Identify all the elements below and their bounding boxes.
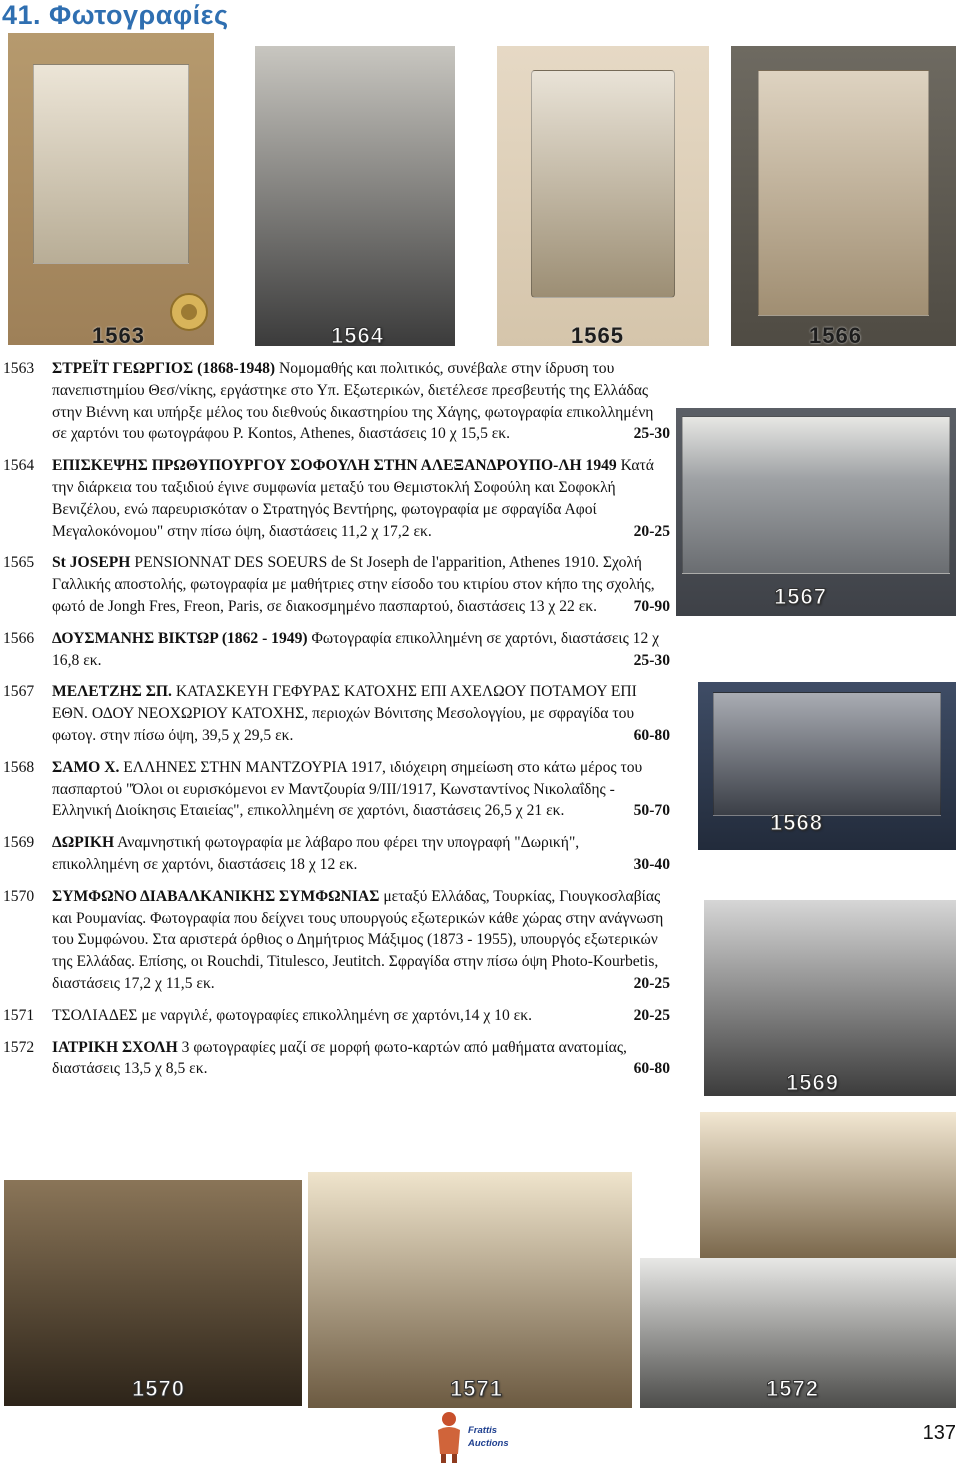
logo-text — [468, 1424, 509, 1450]
lot-description: μεταξύ Ελλάδας, Τουρκίας, Γιουγκοσλαβίας και Ρουμανίας. Φωτογραφία που δείχνει τους υπουργούς εξωτερικών κάθε χώρας στην ανάγνωση του Συμφώνου. Στα αριστερά όρθιος ο Δημήτριος Μάξιμος (1873 - 1955), υπουργός εξωτερικών της Ελλάδας. Επίσης, οι Rouchdi, Titulesco, Jeutitch. Σφραγίδα στην πίσω όψη Photo-Kourbetis, διαστάσεις 17,2 χ 11,5 εκ. — [52, 887, 664, 992]
lot-number: 1565 — [3, 554, 35, 572]
photo-label: 1563 — [92, 323, 145, 345]
photo-1563 — [8, 33, 214, 345]
lot-1572 — [0, 1037, 670, 1081]
lot-price: 25-30 — [633, 651, 670, 669]
photo-1572 — [640, 1258, 956, 1408]
treaty-signing-image — [4, 1180, 302, 1406]
photo-label: 1571 — [450, 1376, 503, 1401]
lot-title: ΜΕΛΕΤΖΗΣ ΣΠ. — [52, 683, 172, 701]
lot-price: 20-25 — [633, 974, 670, 992]
photo-label: 1564 — [331, 323, 384, 346]
logo-line2: Auctions — [468, 1438, 509, 1449]
banner-group-image — [704, 900, 956, 1096]
group-image — [713, 692, 940, 816]
lot-1567 — [0, 681, 670, 746]
photo-label: 1570 — [132, 1376, 185, 1401]
lot-price: 25-30 — [633, 425, 670, 443]
lot-title: ΕΠΙΣΚΕΨΗΣ ΠΡΩΘΥΠΟΥΡΓΟΥ ΣΟΦΟΥΛΗ ΣΤΗΝ ΑΛΕΞΑΝΔΡΟΥΠΟ-ΛΗ 1949 — [52, 457, 617, 475]
photo-label: 1569 — [786, 1070, 839, 1095]
lot-title: ΣΑΜΟ Χ. — [52, 758, 120, 776]
auction-logo — [432, 1410, 532, 1466]
lot-price: 30-40 — [633, 855, 670, 873]
logo-line1: Frattis — [468, 1425, 498, 1436]
lot-number: 1570 — [3, 887, 35, 905]
portrait-standing-image — [758, 70, 929, 316]
lot-1565 — [0, 552, 670, 617]
lot-1570 — [0, 886, 670, 995]
logo-figure-icon — [432, 1410, 466, 1464]
lot-description: ΚΑΤΑΣΚΕΥΗ ΓΕΦΥΡΑΣ ΚΑΤΟΧΗΣ ΕΠΙ ΑΧΕΛΩΟΥ ΠΟΤΑΜΟΥ ΕΠΙ ΕΘΝ. ΟΔΟΥ ΝΕΟΧΩΡΙΟΥ ΚΑΤΟΧΗΣ, περιοχών Βόνιτσης Μεσολογγίου, με σφραγίδα του φωτογ. στην πίσω όψη, 39,5 χ 29,5 εκ. — [52, 683, 637, 744]
lot-number: 1571 — [3, 1006, 35, 1024]
lot-price: 60-80 — [633, 726, 670, 744]
photo-label: 1568 — [770, 810, 823, 835]
lot-title: ΙΑΤΡΙΚΗ ΣΧΟΛΗ — [52, 1038, 178, 1056]
lot-title: ΔΩΡΙΚΗ — [52, 834, 115, 852]
lot-1564 — [0, 455, 670, 542]
lot-title: ΔΟΥΣΜΑΝΗΣ ΒΙΚΤΩΡ (1862 - 1949) — [52, 629, 308, 647]
photo-1570 — [4, 1180, 302, 1406]
photo-1567 — [676, 408, 956, 616]
photo-label: 1567 — [774, 584, 827, 609]
lot-price: 50-70 — [633, 802, 670, 820]
school-garden-image — [531, 70, 675, 298]
photo-1569 — [704, 900, 956, 1096]
lot-1571 — [0, 1005, 670, 1027]
photo-1564 — [255, 46, 455, 346]
lot-title: St JOSEPH — [52, 554, 131, 572]
lot-number: 1569 — [3, 834, 35, 852]
tsoliades-image — [308, 1172, 632, 1408]
lot-1563 — [0, 358, 670, 445]
page-number: 137 — [922, 1422, 956, 1444]
lot-list — [0, 358, 670, 1090]
lot-description: Φωτογραφία επικολλημένη σε χαρτόνι, διαστάσεις 12 χ 16,8 εκ. — [52, 629, 660, 669]
lot-number: 1567 — [3, 683, 35, 701]
lot-description: Κατά την διάρκεια του ταξιδιού έγινε συμφωνία μεταξύ του Θεμιστοκλή Σοφούλη και Σοφοκλή Βενιζέλου, ενώ παρευρισκόταν ο Στρατηγός Βεντήρης, φωτογραφία με σφραγίδα Αφοί Μεγαλοκόνομου" στην πίσω όψη, διαστάσεις 11,2 χ 17,2 εκ. — [52, 457, 654, 540]
lot-1569 — [0, 832, 670, 876]
lot-description: ΤΣΟΛΙΑΔΕΣ με ναργιλέ, φωτογραφίες επικολλημένη σε χαρτόνι,14 χ 10 εκ. — [52, 1006, 532, 1024]
lot-number: 1563 — [3, 360, 35, 377]
lot-number: 1568 — [3, 758, 35, 776]
photo-label: 1566 — [809, 323, 862, 346]
lot-description: Νομομαθής και πολιτικός, συνέβαλε στην ίδρυση του πανεπιστημίου Θεσ/νίκης, εργάστηκε στο Υπ. Εξωτερικών, διετέλεσε πρεσβευτής της Ελλάδας στην Βιέννη και υπήρξε μέλος του διεθνούς δικαστηρίου της Χάγης, φωτογραφία επικολλημένη σε χαρτόνι του φωτογράφου P. Kontos, Athenes, διαστάσεις 10 χ 15,5 εκ. — [52, 360, 654, 443]
lot-description: 3 φωτογραφίες μαζί σε μορφή φωτο-καρτών από μαθήματα ανατομίας, διαστάσεις 13,5 χ 8,5 εκ. — [52, 1038, 627, 1078]
photo-1565 — [497, 46, 709, 346]
lot-price: 70-90 — [633, 597, 670, 615]
lot-number: 1564 — [3, 457, 35, 475]
photo-1571 — [308, 1172, 632, 1408]
lot-description: PENSIONNAT DES SOEURS de St Joseph de l'apparition, Athenes 1910. Σχολή Γαλλικής αποστολής, φωτογραφία με μαθήτριες στην είσοδο του κτιρίου στον κήπο της σχολής, φωτό de Jongh Fres, Freon, Paris, σε διακοσμημένο πασπαρτού, διαστάσεις 13 χ 22 εκ. — [52, 554, 655, 615]
page-title: 41. Φωτογραφίες — [2, 0, 229, 30]
lot-description: ΕΛΛΗΝΕΣ ΣΤΗΝ ΜΑΝΤΖΟΥΡΙΑ 1917, ιδιόχειρη σημείωση στο κάτω μέρος του πασπαρτού "Όλοι οι ευρισκόμενοι εν Μαντζουρία 9/ΙΙΙ/1917, Κωνσταντίνος Νικολαΐδης - Ελληνική Διοίκησις Εταιείας", επικολλημένη σε χαρτόνι, διαστάσεις 26,5 χ 21 εκ. — [52, 758, 643, 820]
photo-1568 — [698, 682, 956, 850]
photo-label: 1572 — [766, 1376, 819, 1401]
lot-title: ΣΥΜΦΩΝΟ ΔΙΑΒΑΛΚΑΝΙΚΗΣ ΣΥΜΦΩΝΙΑΣ — [52, 887, 380, 905]
lot-price: 20-25 — [633, 1006, 670, 1024]
lot-description: Αναμνηστική φωτογραφία με λάβαρο που φέρει την υπογραφή "Δωρική", επικολλημένη σε χαρτόνι, διαστάσεις 18 χ 12 εκ. — [52, 834, 580, 873]
photo-1572-top — [700, 1112, 956, 1262]
lot-1568 — [0, 757, 670, 822]
lot-number: 1572 — [3, 1038, 35, 1056]
photo-1566 — [731, 46, 956, 346]
lot-number: 1566 — [3, 629, 35, 647]
lot-price: 20-25 — [633, 522, 670, 540]
lot-1566 — [0, 628, 670, 672]
lot-price: 60-80 — [633, 1060, 670, 1078]
bridge-image — [682, 416, 951, 574]
seal-icon — [166, 289, 212, 335]
ship-crew-image — [255, 46, 455, 346]
photo-label: 1565 — [571, 323, 624, 346]
medical-class-image — [700, 1112, 956, 1262]
portrait-image — [33, 64, 190, 264]
lot-title: ΣΤΡΕΪΤ ΓΕΩΡΓΙΟΣ (1868-1948) — [52, 360, 276, 377]
